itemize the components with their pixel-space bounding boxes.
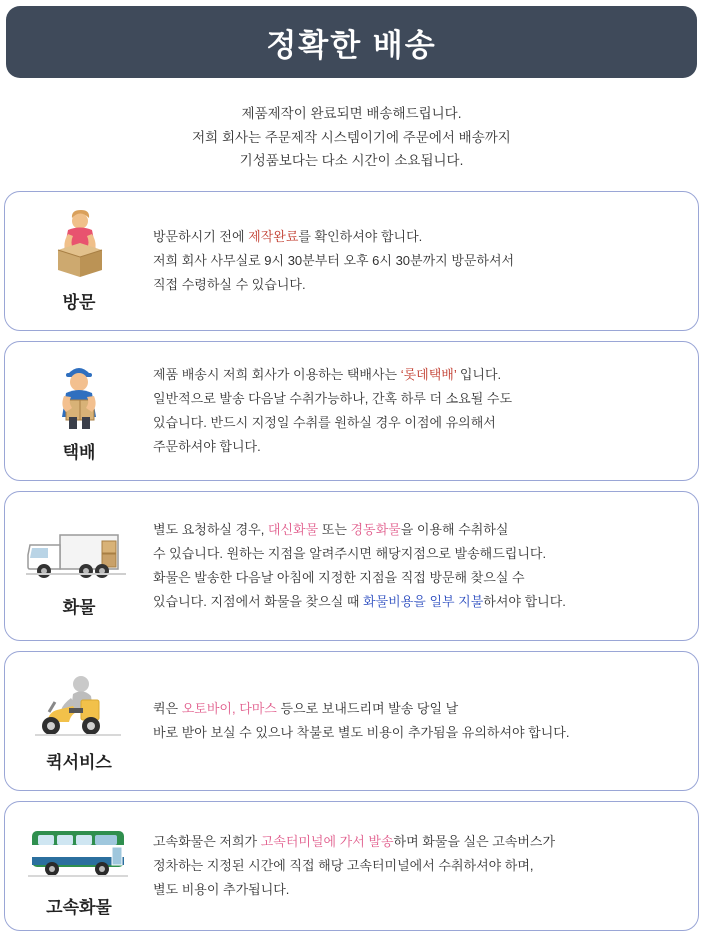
person-with-box-icon [36, 210, 122, 284]
quick-label: 퀵서비스 [46, 753, 112, 773]
intro-line-2: 저희 회사는 주문제작 시스템이기에 주문에서 배송까지 [192, 129, 511, 145]
parcel-label: 택배 [62, 443, 96, 463]
delivery-man-icon [36, 360, 122, 434]
delivery-method-list [0, 191, 703, 931]
express-description [153, 820, 698, 912]
delivery-card-quick [4, 651, 699, 791]
express-line-1: 고속화물은 저희가 고속터미널에 가서 발송하며 화물을 실은 고속버스가 [153, 833, 556, 849]
freight-icon-group [5, 507, 153, 624]
parcel-icon-group [5, 352, 153, 469]
freight-line-1: 별도 요청하실 경우, 대신화물 또는 경동화물을 이용해 수취하실 [153, 521, 509, 537]
visit-icon-group [5, 202, 153, 319]
delivery-card-parcel [4, 341, 699, 481]
express-label: 고속화물 [46, 898, 112, 918]
intro-line-3: 기성품보다는 다소 시간이 소요됩니다. [239, 153, 464, 169]
freight-line-4: 있습니다. 지점에서 화물을 찾으실 때 화물비용을 일부 지불하셔야 합니다. [153, 593, 566, 609]
intro-paragraph [0, 102, 703, 173]
page-title: 정확한 배송 [266, 27, 437, 63]
delivery-card-visit [4, 191, 699, 331]
visit-description [153, 215, 698, 307]
box-truck-icon [24, 515, 134, 589]
visit-line-3: 직접 수령하실 수 있습니다. [153, 276, 306, 292]
quick-line-1: 퀵은 오토바이, 다마스 등으로 보내드리며 발송 당일 날 [153, 700, 459, 716]
scooter-courier-icon [29, 670, 129, 744]
freight-description [153, 508, 698, 624]
quick-description [153, 687, 698, 755]
freight-line-3: 화물은 발송한 다음날 아침에 지정한 지점을 직접 방문해 찾으실 수 [153, 569, 525, 585]
quick-line-2: 바로 받아 보실 수 있으나 착불로 별도 비용이 추가됨을 유의하셔야 합니다. [153, 724, 570, 740]
visit-line-1: 방문하시기 전에 제작완료를 확인하셔야 합니다. [153, 228, 423, 244]
parcel-description [153, 353, 698, 469]
quick-icon-group [5, 662, 153, 779]
page-header [6, 6, 697, 78]
intro-line-1: 제품제작이 완료되면 배송해드립니다. [241, 106, 462, 121]
freight-line-2: 수 있습니다. 원하는 지점을 알려주시면 해당지점으로 발송해드립니다. [153, 545, 547, 561]
parcel-line-2: 일반적으로 발송 다음날 수취가능하나, 간혹 하루 더 소요될 수도 [153, 390, 513, 406]
freight-label: 화물 [62, 598, 96, 618]
delivery-card-freight [4, 491, 699, 641]
parcel-line-3: 있습니다. 반드시 지정일 수취를 원하실 경우 이점에 유의해서 [153, 414, 496, 430]
parcel-line-1: 제품 배송시 저희 회사가 이용하는 택배사는 ‘롯데택배’ 입니다. [153, 366, 502, 382]
intercity-bus-icon [24, 815, 134, 889]
express-line-2: 정차하는 지정된 시간에 직접 해당 고속터미널에서 수취하셔야 하며, [153, 857, 534, 873]
visit-label: 방문 [62, 293, 96, 313]
express-icon-group [5, 807, 153, 924]
delivery-card-express [4, 801, 699, 931]
express-line-3: 별도 비용이 추가됩니다. [153, 881, 290, 897]
parcel-line-4: 주문하셔야 합니다. [153, 438, 261, 454]
visit-line-2: 저희 회사 사무실로 9시 30분부터 오후 6시 30분까지 방문하셔서 [153, 252, 515, 268]
